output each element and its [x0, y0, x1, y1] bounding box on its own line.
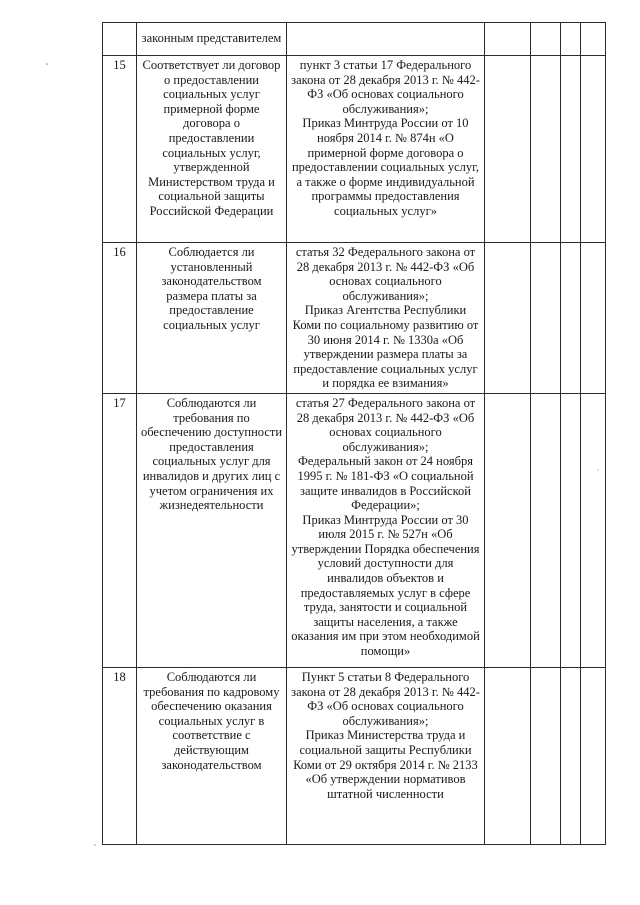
requirement-question: Соответствует ли договор о предоставлении социальных услуг примерной форме договора о предоставлении социальных услуг, утвержденной Министерством труда и социальной защиты Российской Федерации	[137, 56, 287, 243]
requirement-question: Соблюдается ли установленный законодательством размера платы за предоставление социальных услуг	[137, 243, 287, 394]
requirement-question: Соблюдаются ли требования по обеспечению доступности предоставления социальных услуг для инвалидов и других лиц с учетом ограничения их жизнедеятельности	[137, 393, 287, 667]
row-number: 15	[103, 56, 137, 243]
requirement-question: законным представителем	[137, 23, 287, 56]
reference-line: Приказ Минтруда России от 10 ноября 2014 г. № 874н «О примерной форме договора о предоставлении социальных услуг, а также о форме индивидуальной программы предоставления социальных услуг»	[291, 116, 480, 218]
row-number: 18	[103, 667, 137, 844]
reference-line: Приказ Министерства труда и социальной защиты Республики Коми от 29 октября 2014 г. № 2133 «Об утверждении нормативов штатной численности	[293, 728, 478, 801]
requirement-question: Соблюдаются ли требования по кадровому обеспечению оказания социальных услуг в соответствие с действующим законодательством	[137, 667, 287, 844]
reference-line: Приказ Агентства Республики Коми по социальному развитию от 30 июня 2014 г. № 1330а «Об утверждении размера платы за предоставление социальных услуг и порядка ее взимания»	[292, 303, 479, 391]
reference-line: пункт 3 статьи 17 Федерального закона от 28 декабря 2013 г. № 442-ФЗ «Об основах социального обслуживания»;	[291, 58, 480, 116]
reference-line: Приказ Минтруда России от 30 июля 2015 г. № 527н «Об утверждении Порядка обеспечения условий доступности для инвалидов объектов и предоставляемых услуг в сфере труда, занятости и социальной защиты населения, а также оказания им при этом необходимой помощи»	[291, 512, 480, 659]
reference-line: Федеральный закон от 24 ноября 1995 г. № 181-ФЗ «О социальной защите инвалидов в Российской Федерации»;	[297, 454, 474, 513]
row-number: 17	[103, 393, 137, 667]
reference-line: статья 27 Федерального закона от 28 декабря 2013 г. № 442-ФЗ «Об основах социального обслуживания»;	[295, 395, 476, 454]
row-number: 16	[103, 243, 137, 394]
reference-line: статья 32 Федерального закона от 28 декабря 2013 г. № 442-ФЗ «Об основах социального обслуживания»;	[295, 245, 476, 303]
reference-line: Пункт 5 статьи 8 Федерального закона от 28 декабря 2013 г. № 442-ФЗ «Об основах социального обслуживания»;	[291, 669, 480, 728]
